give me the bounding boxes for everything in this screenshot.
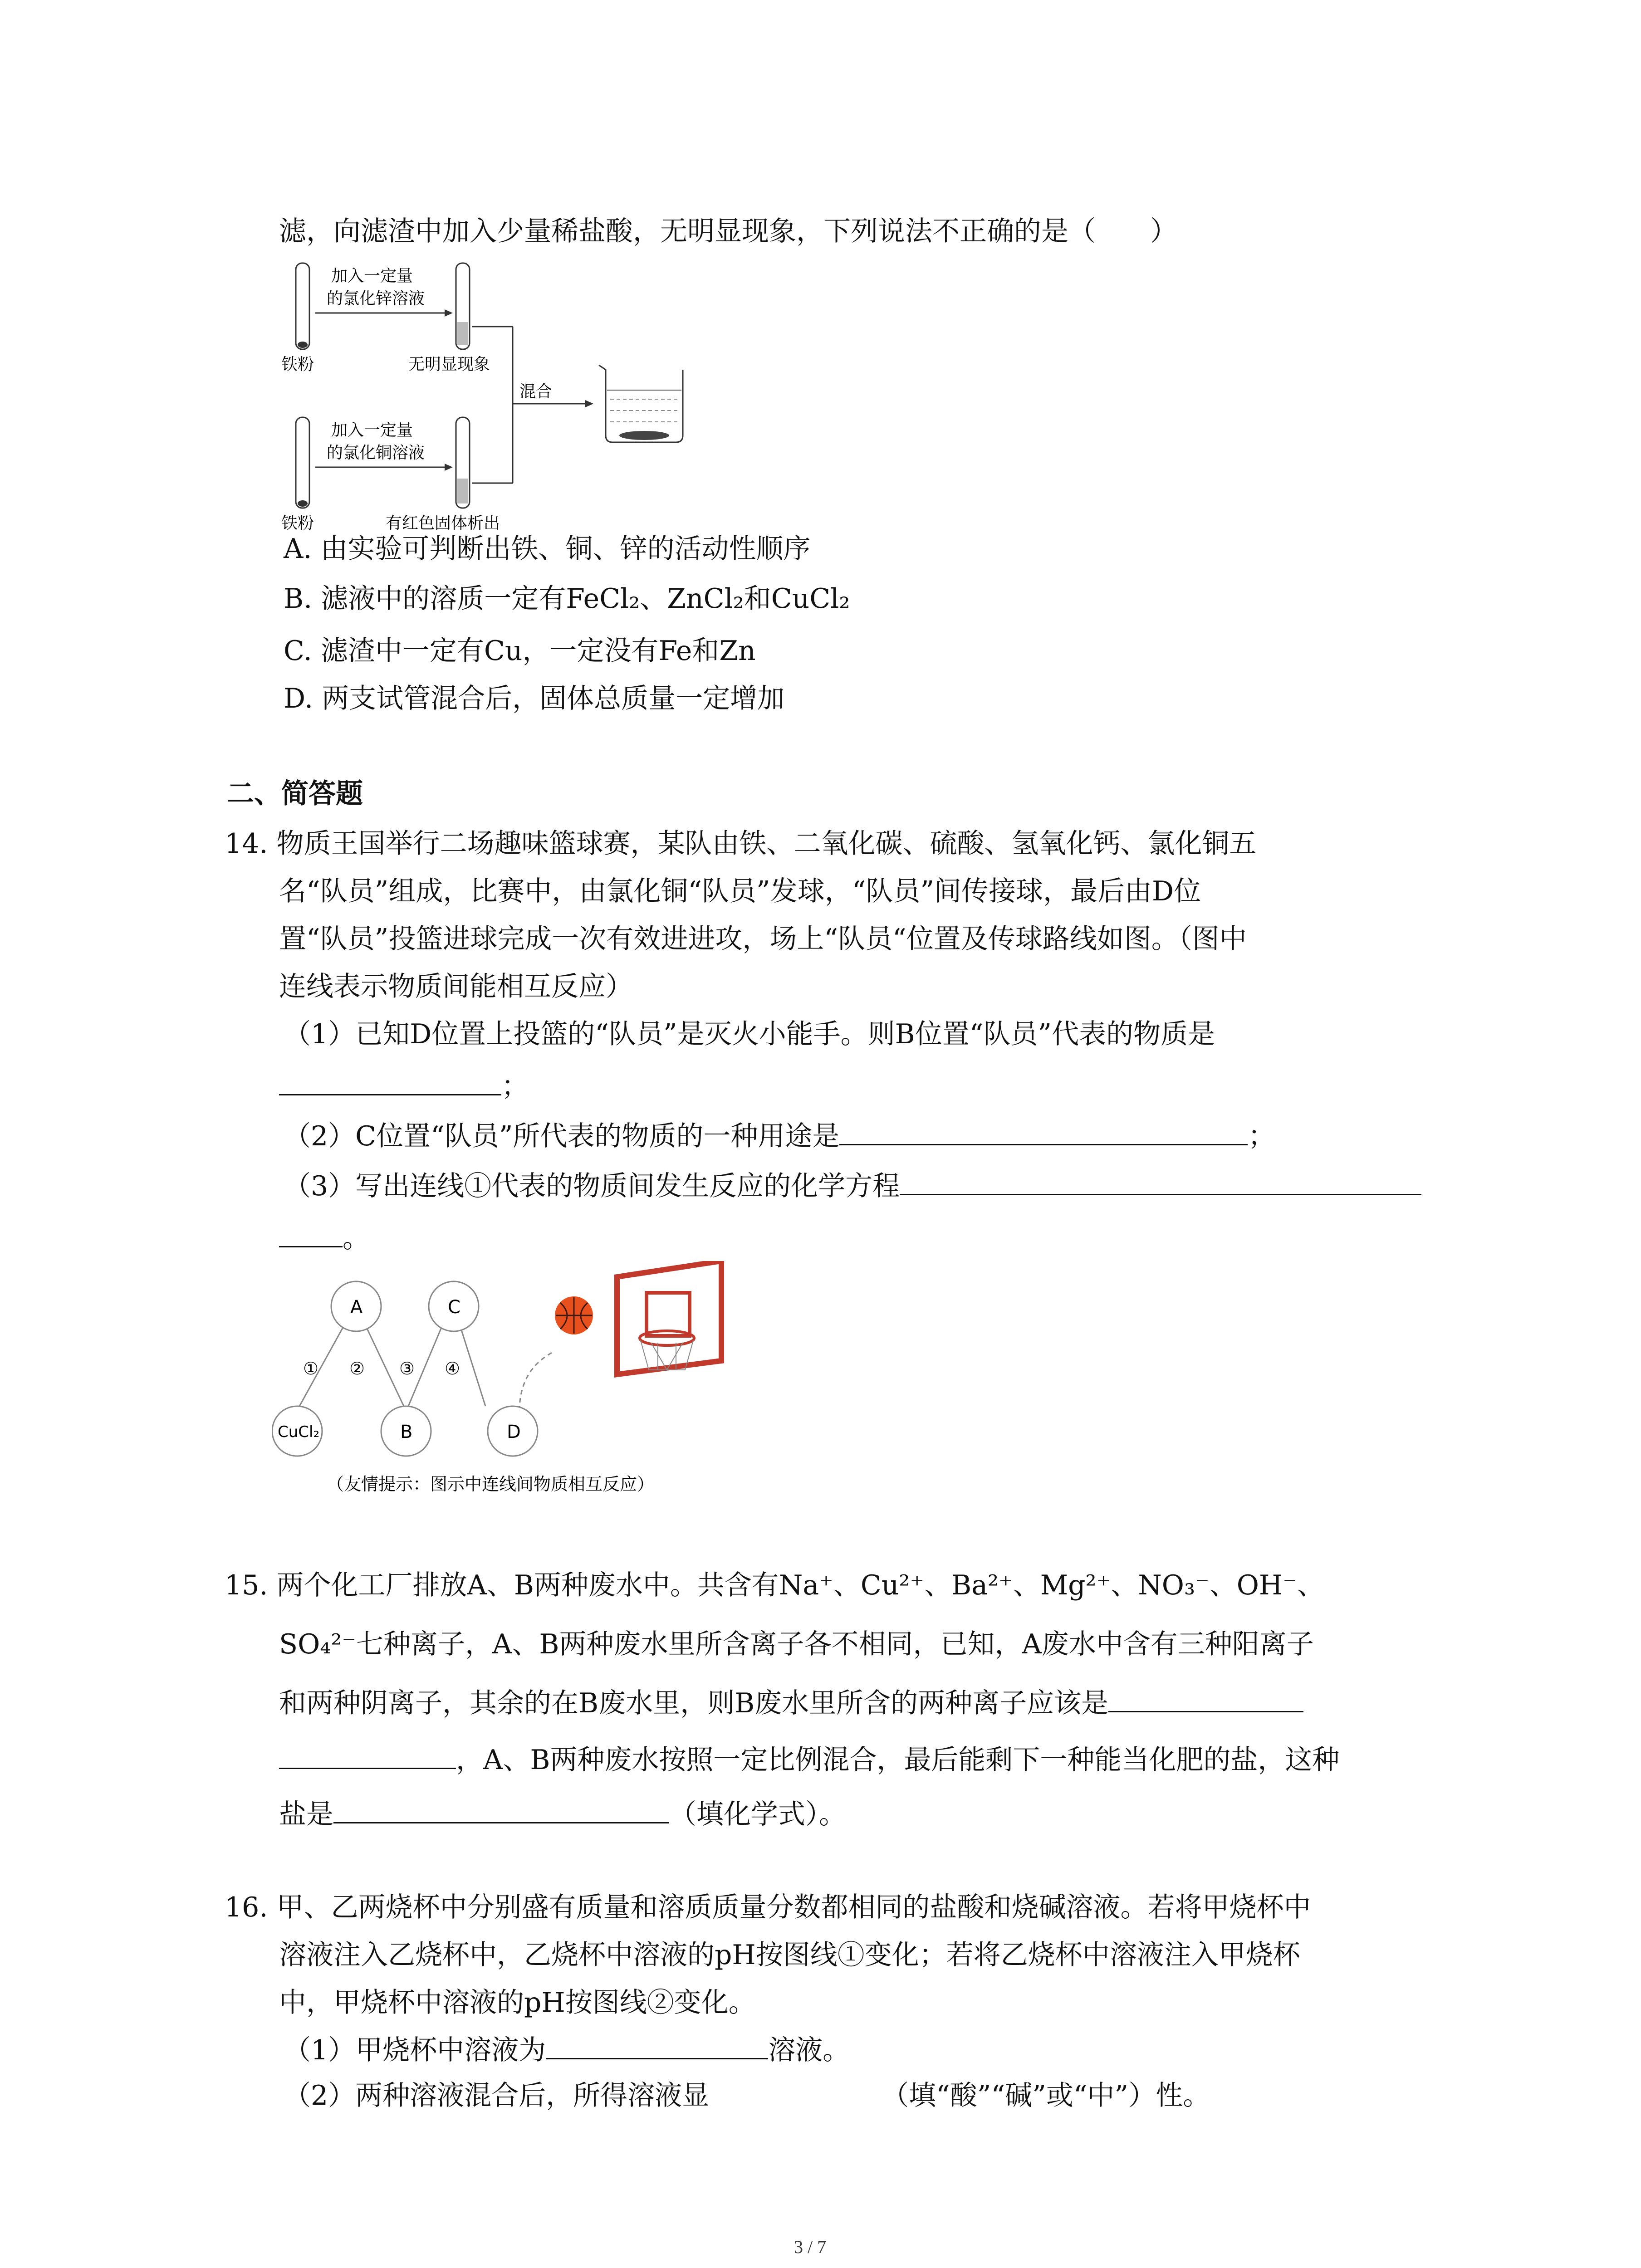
top-tube-label: 铁粉	[281, 355, 314, 374]
top-label-2: 的氯化锌溶液	[327, 289, 425, 308]
mix-label: 混合	[519, 382, 553, 401]
link-2-label: ②	[349, 1359, 365, 1378]
node-d: D	[507, 1422, 521, 1442]
q15-blank-1a[interactable]	[1108, 1687, 1303, 1712]
q13-stem: 滤，向滤渣中加入少量稀盐酸，无明显现象，下列说法不正确的是（ ）	[279, 215, 1177, 247]
q14-line-2: 名“队员”组成，比赛中，由氯化铜“队员”发球，“队员”间传接球，最后由D位	[279, 875, 1201, 907]
q14-line-3: 置“队员”投篮进球完成一次有效进进攻，场上“队员“位置及传球路线如图。（图中	[279, 923, 1247, 955]
node-c: C	[448, 1297, 460, 1318]
section-title: 二、简答题	[227, 778, 363, 810]
q15-line-5-start: 盐是	[279, 1799, 333, 1830]
page-number: 3 / 7	[794, 2237, 827, 2257]
q16-p1-end: 溶液。	[768, 2034, 850, 2066]
bottom-label-2: 的氯化铜溶液	[327, 444, 425, 462]
q16-line-2: 溶液注入乙烧杯中，乙烧杯中溶液的pH按图线①变化；若将乙烧杯中溶液注入甲烧杯	[279, 1939, 1300, 1971]
q14-part-1-answer-line	[279, 1068, 529, 1105]
q16-blank-1[interactable]	[546, 2034, 768, 2059]
q15-line-4	[279, 1742, 1339, 1778]
bottom-result: 有红色固体析出	[386, 514, 500, 533]
q14-line-4: 连线表示物质间能相互反应）	[279, 971, 633, 1002]
q16-part-1	[284, 2032, 850, 2068]
q13-experiment-figure	[272, 254, 708, 535]
q14-part-3-cont	[279, 1220, 370, 1256]
q16-line-3: 中，甲烧杯中溶液的pH按图线②变化。	[279, 1987, 756, 2019]
q14-blank-3a[interactable]	[900, 1170, 1421, 1195]
q15-blank-1b[interactable]	[279, 1744, 456, 1769]
q15-line-5	[279, 1796, 846, 1833]
top-label-1: 加入一定量	[331, 267, 413, 285]
q16-p1-text: （1）甲烧杯中溶液为	[284, 2034, 546, 2066]
q16-part-2	[284, 2077, 1210, 2114]
q14-part-1: （1）已知D位置上投篮的“队员”是灭火小能手。则B位置“队员”代表的物质是	[284, 1018, 1215, 1050]
basketball-hoop-icon	[617, 1261, 721, 1374]
q15-line-1: 15. 两个化工厂排放A、B两种废水中。共含有Na⁺、Cu²⁺、Ba²⁺、Mg²⁺、NO₃⁻、OH⁻、	[225, 1569, 1324, 1601]
q15-line-2: SO₄²⁻七种离子，A、B两种废水里所含离子各不相同，已知，A废水中含有三种阳离子	[279, 1628, 1314, 1660]
q14-blank-1[interactable]	[279, 1070, 501, 1095]
q14-p2-text: （2）C位置“队员”所代表的物质的一种用途是	[284, 1120, 840, 1152]
q13-option-b: B. 滤液中的溶质一定有FeCl₂、ZnCl₂和CuCl₂	[284, 583, 850, 615]
node-cucl2: CuCl₂	[278, 1423, 320, 1441]
q16-p2-text: （2）两种溶液混合后，所得溶液显	[284, 2080, 710, 2112]
q15-line-4-text: ，A、B两种废水按照一定比例混合，最后能剩下一种能当化肥的盐，这种	[456, 1744, 1340, 1776]
q14-basketball-diagram	[272, 1261, 771, 1510]
q16-line-1: 16. 甲、乙两烧杯中分别盛有质量和溶质质量分数都相同的盐酸和烧碱溶液。若将甲烧杯中	[225, 1892, 1311, 1923]
q14-part-2	[284, 1118, 1275, 1154]
q13-option-a: A. 由实验可判断出铁、铜、锌的活动性顺序	[284, 533, 811, 565]
node-b: B	[400, 1422, 413, 1442]
link-1-label: ①	[303, 1359, 319, 1378]
q14-p3-end: 。	[343, 1222, 370, 1254]
q15-line-3	[279, 1685, 1303, 1721]
link-3-label: ③	[399, 1359, 415, 1378]
link-4-label: ④	[445, 1359, 460, 1378]
node-a: A	[350, 1297, 363, 1318]
diagram-hint: （友情提示：图示中连线间物质相互反应）	[327, 1474, 655, 1494]
q16-p2-end: （填“酸”“碱”或“中”）性。	[882, 2080, 1210, 2112]
bottom-label-1: 加入一定量	[331, 421, 413, 440]
q14-p1-end: ；	[501, 1070, 529, 1102]
q14-p2-end: ；	[1248, 1120, 1275, 1152]
q13-option-d: D. 两支试管混合后，固体总质量一定增加	[284, 683, 785, 714]
bottom-tube-label: 铁粉	[281, 514, 314, 533]
q13-option-c: C. 滤渣中一定有Cu，一定没有Fe和Zn	[284, 635, 756, 667]
q15-line-5-end: （填化学式）。	[669, 1799, 846, 1830]
q14-p3-text: （3）写出连线①代表的物质间发生反应的化学方程	[284, 1170, 900, 1202]
basketball-icon	[555, 1296, 593, 1334]
q14-blank-2[interactable]	[839, 1120, 1248, 1145]
q14-part-3	[284, 1168, 1421, 1204]
q14-line-1: 14. 物质王国举行二场趣味篮球赛，某队由铁、二氧化碳、硫酸、氢氧化钙、氯化铜五	[225, 828, 1257, 860]
q15-blank-2[interactable]	[333, 1799, 669, 1823]
q14-blank-3b[interactable]	[279, 1222, 343, 1247]
top-result: 无明显现象	[408, 355, 490, 374]
q15-line-3-text: 和两种阴离子，其余的在B废水里，则B废水里所含的两种离子应该是	[279, 1687, 1109, 1719]
